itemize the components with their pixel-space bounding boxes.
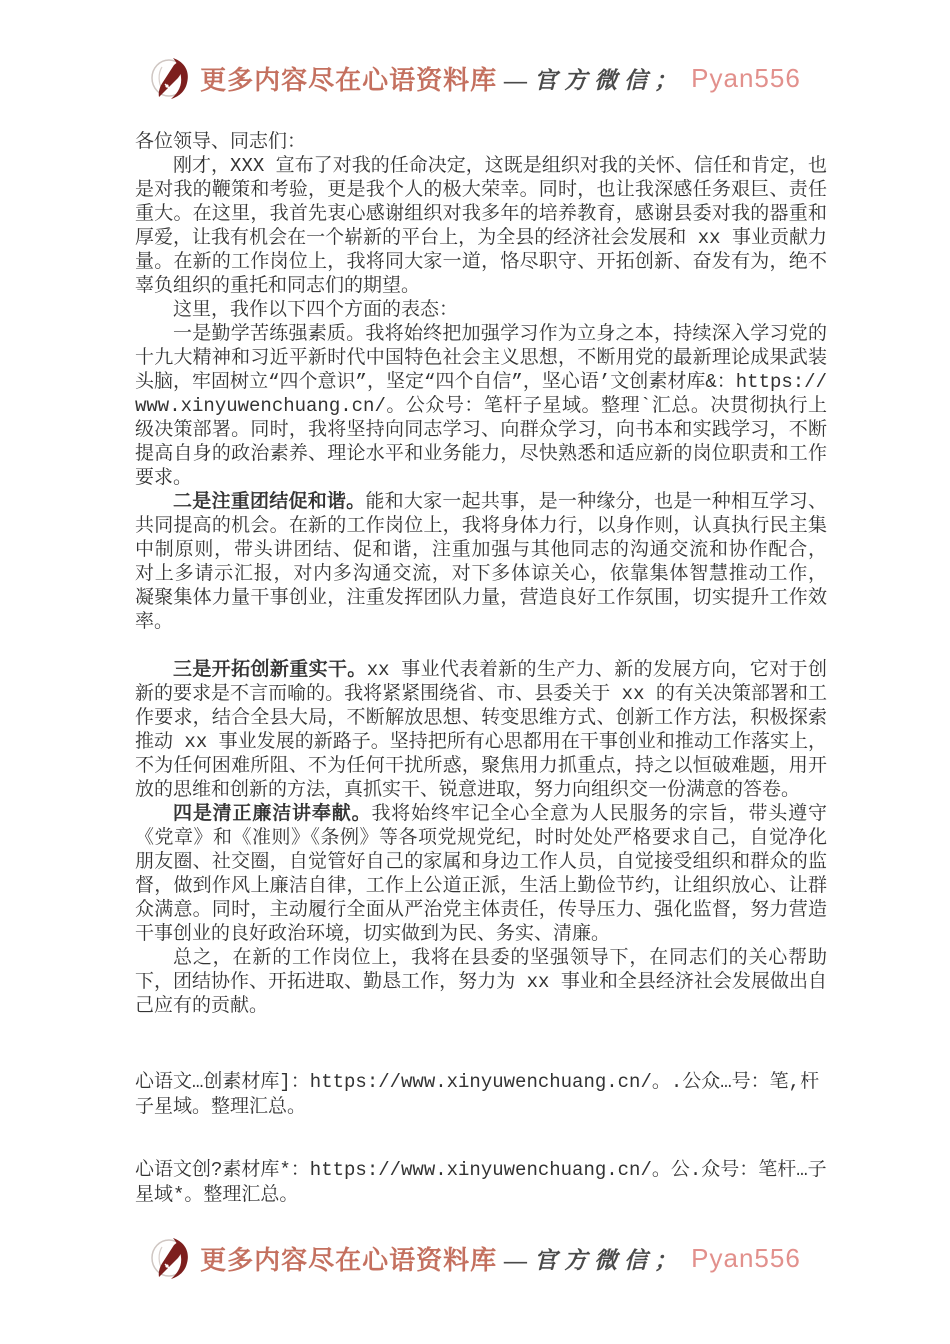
pen-logo-icon bbox=[149, 54, 193, 102]
paragraph-statement-lead-in: 这里，我作以下四个方面的表态： bbox=[173, 299, 459, 321]
document-body bbox=[135, 130, 827, 1018]
paragraph-point-3: 三是开拓创新重实干。xx 事业代表着新的生产力、新的发展方向，它对于创新的要求是不言而喻的。我将紧紧围绕省、市、县委关于 xx 的有关决策部署和工作要求，结合全县大局，不断解放思想、转变思维方式、创新工作方法，积极探索推动 xx 事业发展的新路子。坚持把所有心思都用在干事创业和推动工作落实上，不为任何困难所阻、不为任何干扰所惑，聚焦用力抓重点，持之以恒破难题，用开放的思维和创新的方法，真抓实干、锐意进取，努力向组织交一份满意的答卷。 bbox=[135, 659, 827, 801]
footer-banner bbox=[0, 1234, 950, 1282]
pen-logo-icon bbox=[149, 1234, 193, 1282]
paragraph-point-3-lead: 三是开拓创新重实干。 bbox=[173, 659, 367, 681]
paragraph-point-4-lead: 四是清正廉洁讲奉献。 bbox=[173, 803, 372, 825]
salutation: 各位领导、同志们： bbox=[135, 131, 307, 153]
watermark-line-2: 心语文创?素材库*：https://www.xinyuwenchuang.cn/。公.众号：笔杆…子星域*。整理汇总。 bbox=[135, 1159, 827, 1206]
wechat-id: Pyan556 bbox=[691, 1242, 801, 1273]
brand-text: 更多内容尽在心语资料库 bbox=[200, 1245, 498, 1275]
paragraph-point-2: 二是注重团结促和谐。能和大家一起共事，是一种缘分，也是一种相互学习、共同提高的机会。在新的工作岗位上，我将身体力行，以身作则，认真执行民主集中制原则，带头讲团结、促和谐，注重加强与其他同志的沟通交流和协作配合， 对上多请示汇报，对内多沟通交流，对下多体谅关心，依靠集体智慧推动工作， 凝聚集体力量干事创业，注重发挥团队力量，营造良好工作氛围，切实提升工作效率。 bbox=[135, 491, 827, 633]
wechat-label: —官方微信； bbox=[504, 1247, 685, 1273]
wechat-label: —官方微信； bbox=[504, 67, 685, 93]
brand-text: 更多内容尽在心语资料库 bbox=[200, 65, 498, 95]
header-banner bbox=[0, 0, 950, 102]
paragraph-point-4: 四是清正廉洁讲奉献。我将始终牢记全心全意为人民服务的宗旨，带头遵守《党章》和《准则》《条例》等各项党规党纪，时时处处严格要求自己，自觉净化朋友圈、社交圈，自觉管好自己的家属和身边工作人员，自觉接受组织和群众的监督，做到作风上廉洁自律，工作上公道正派，生活上勤俭节约，让组织放心、让群众满意。同时，主动履行全面从严治党主体责任，传导压力、强化监督，努力营造干事创业的良好政治环境，切实做到为民、务实、清廉。 bbox=[135, 803, 827, 945]
wechat-id: Pyan556 bbox=[691, 62, 801, 93]
paragraph-point-1: 一是勤学苦练强素质。我将始终把加强学习作为立身之本，持续深入学习党的十九大精神和习近平新时代中国特色社会主义思想，不断用党的最新理论成果武装头脑，牢固树立“四个意识”，坚定“四个自信”，坚心语’文创素材库&：https://www.xinyuwenchuang.cn/。公众号：笔杆子星域。整理`汇总。决贯彻执行上级决策部署。同时，我将坚持向同志学习、向群众学习，向书本和实践学习，不断提高自身的政治素养、理论水平和业务能力，尽快熟悉和适应新的岗位职责和工作要求。 bbox=[135, 323, 827, 489]
paragraph-point-2-lead: 二是注重团结促和谐。 bbox=[173, 491, 366, 513]
blank-line bbox=[135, 634, 827, 658]
paragraph-conclusion: 总之，在新的工作岗位上，我将在县委的坚强领导下，在同志们的关心帮助下，团结协作、开拓进取、勤恳工作，努力为 xx 事业和全县经济社会发展做出自己应有的贡献。 bbox=[135, 947, 827, 1017]
paragraph-intro: 刚才，XXX 宣布了对我的任命决定，这既是组织对我的关怀、信任和肯定，也是对我的鞭策和考验，更是我个人的极大荣幸。同时，也让我深感任务艰巨、责任重大。在这里，我首先衷心感谢组织对我多年的培养教育，感谢县委对我的器重和厚爱，让我有机会在一个崭新的平台上，为全县的经济社会发展和 xx 事业贡献力量。在新的工作岗位上，我将同大家一道，恪尽职守、开拓创新、奋发有为，绝不辜负组织的重托和同志们的期望。 bbox=[135, 155, 827, 297]
watermark-line-1: 心语文…创素材库]：https://www.xinyuwenchuang.cn/。.公众…号：笔,杆子星域。整理汇总。 bbox=[135, 1071, 820, 1118]
